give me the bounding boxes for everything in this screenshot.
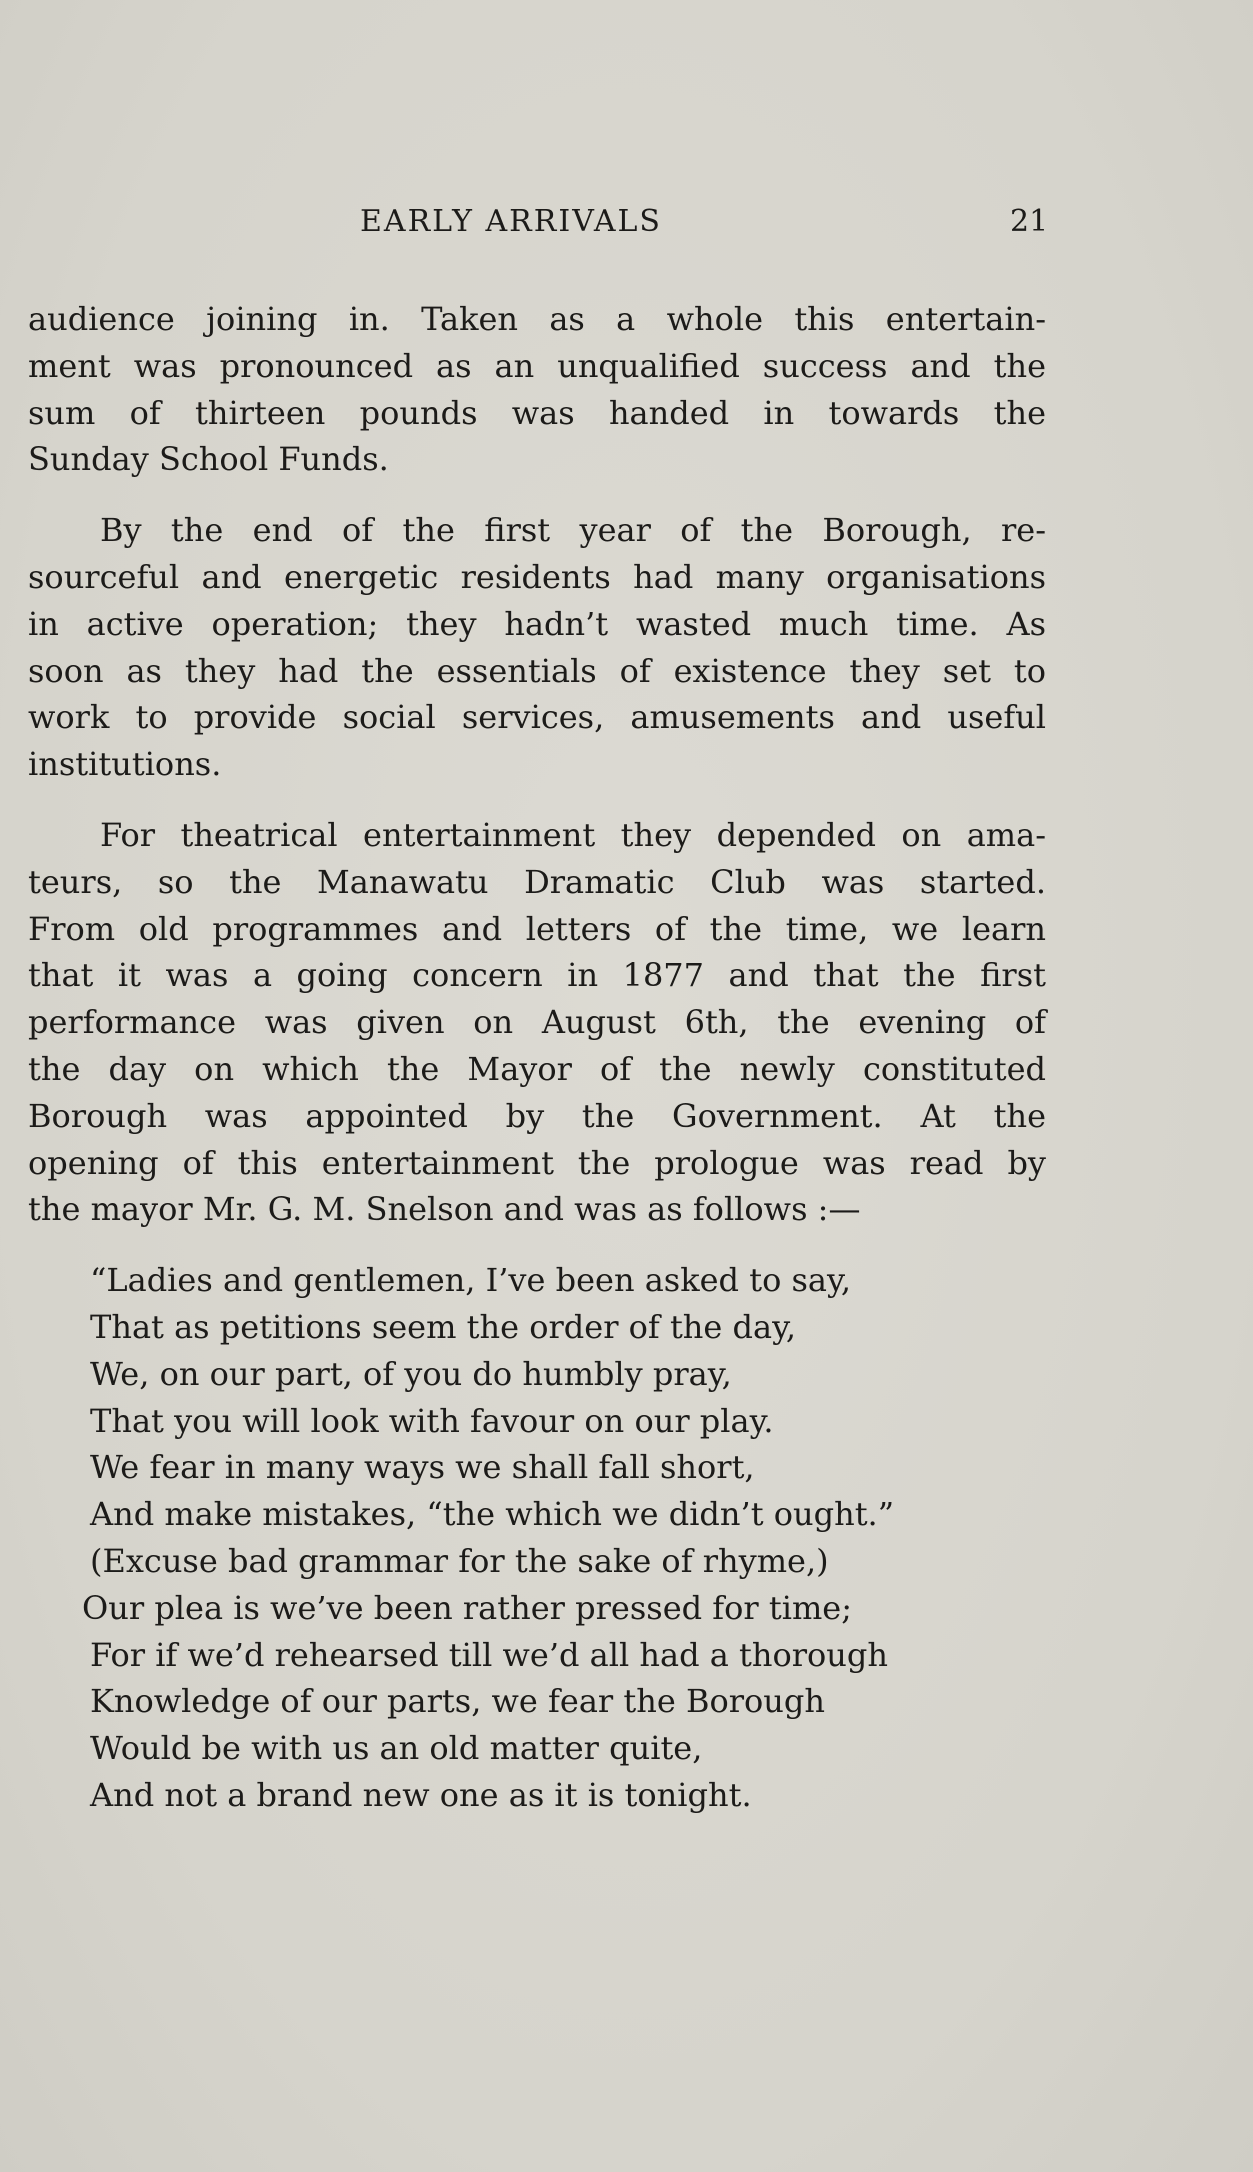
poem-line: That as petitions seem the order of the day, xyxy=(90,1307,797,1346)
poem-line: (Excuse bad grammar for the sake of rhyme,) xyxy=(90,1541,829,1580)
poem-line: Our plea is we’ve been rather pressed for time; xyxy=(82,1588,853,1627)
prologue-poem xyxy=(28,1257,1046,1819)
poem-line: We fear in many ways we shall fall short, xyxy=(90,1448,755,1487)
text-line: opening of this entertainment the prologue was read by xyxy=(28,1143,1046,1182)
text-line: institutions. xyxy=(28,745,222,784)
text-line: in active operation; they hadn’t wasted much time. As xyxy=(28,604,1046,643)
poem-line: For if we’d rehearsed till we’d all had a thorough xyxy=(90,1635,888,1674)
paragraph-1 xyxy=(28,296,1046,483)
text-line: sum of thirteen pounds was handed in towards the xyxy=(28,393,1046,432)
poem-line: Knowledge of our parts, we fear the Borough xyxy=(90,1682,825,1721)
text-line: the day on which the Mayor of the newly constituted xyxy=(28,1049,1046,1088)
text-line: that it was a going concern in 1877 and that the first xyxy=(28,956,1046,995)
poem-line: “Ladies and gentlemen, I’ve been asked to say, xyxy=(90,1261,851,1300)
text-line: teurs, so the Manawatu Dramatic Club was started. xyxy=(28,862,1046,901)
poem-line: We, on our part, of you do humbly pray, xyxy=(90,1354,732,1393)
text-line: soon as they had the essentials of existence they set to xyxy=(28,651,1046,690)
paragraph-2 xyxy=(28,507,1046,788)
text-line: By the end of the first year of the Borough, re- xyxy=(100,511,1046,550)
text-line: For theatrical entertainment they depended on ama- xyxy=(100,815,1046,854)
text-line: Sunday School Funds. xyxy=(28,440,389,479)
text-line: work to provide social services, amusements and useful xyxy=(28,698,1046,737)
text-line: From old programmes and letters of the time, we learn xyxy=(28,909,1046,948)
text-line: performance was given on August 6th, the evening of xyxy=(28,1003,1046,1042)
paragraph-3 xyxy=(28,812,1046,1233)
poem-line: Would be with us an old matter quite, xyxy=(90,1729,703,1768)
running-head xyxy=(0,198,1253,246)
poem-line: And not a brand new one as it is tonight. xyxy=(90,1775,752,1814)
text-line: ment was pronounced as an unqualified success and the xyxy=(28,346,1046,385)
body-text xyxy=(28,296,1046,1819)
text-line: the mayor Mr. G. M. Snelson and was as follows :— xyxy=(28,1190,861,1229)
poem-line: That you will look with favour on our play. xyxy=(90,1401,774,1440)
text-line: audience joining in. Taken as a whole this entertain- xyxy=(28,300,1046,338)
text-line: Borough was appointed by the Government. At the xyxy=(28,1096,1046,1135)
poem-line: And make mistakes, “the which we didn’t ought.” xyxy=(90,1495,895,1534)
page-number: 21 xyxy=(1010,204,1049,239)
running-title: EARLY ARRIVALS xyxy=(360,204,662,239)
text-line: sourceful and energetic residents had many organisations xyxy=(28,557,1046,596)
